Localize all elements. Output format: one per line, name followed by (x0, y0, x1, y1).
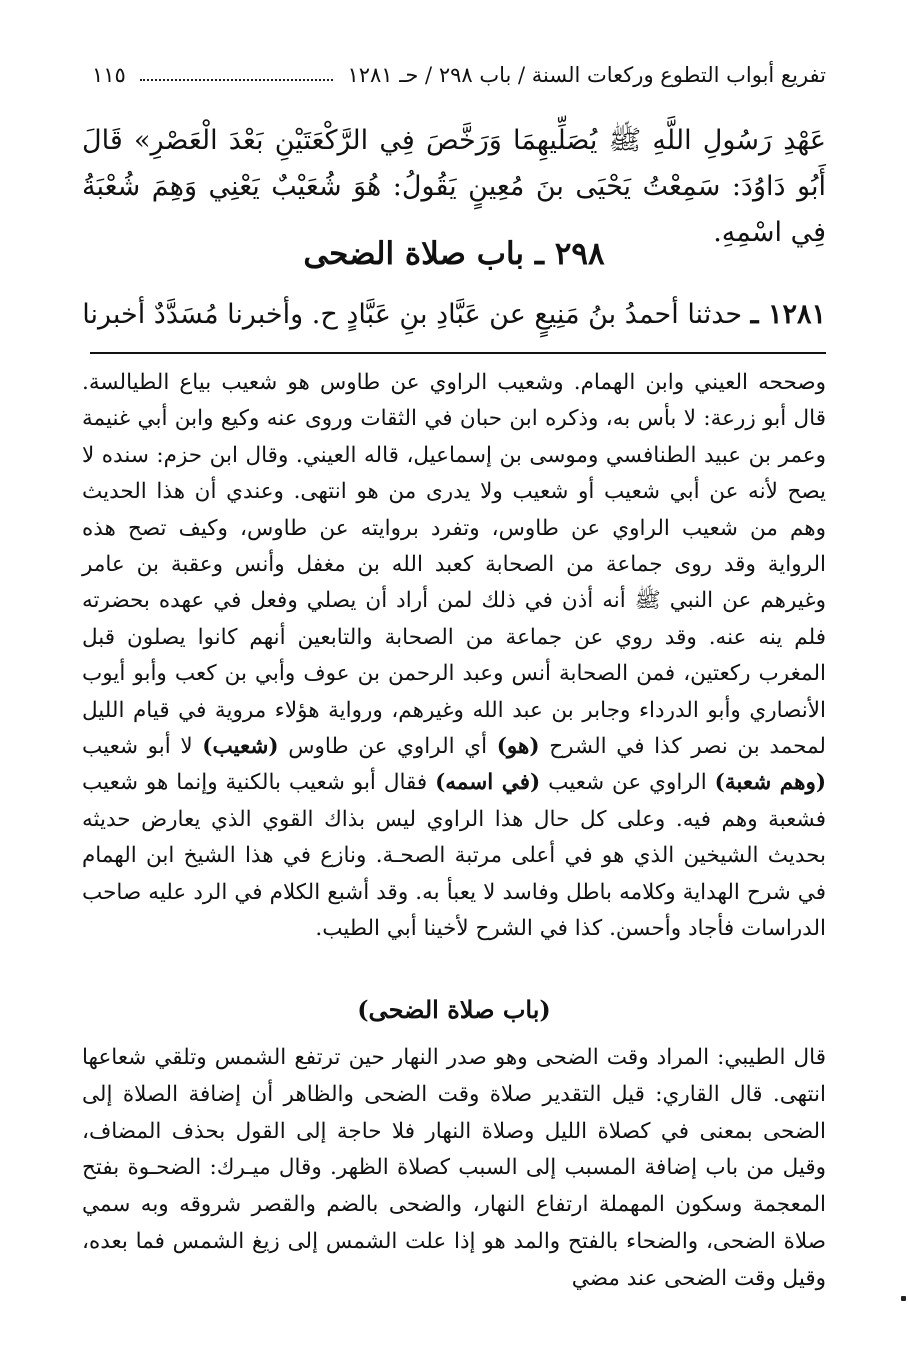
commentary-2-text: قال الطيبي: المراد وقت الضحى وهو صدر النهار حين ترتفع الشمس وتلقي شعاعها انتهى. قال القاري: قيل التقدير صلاة وقت الضحى والظاهر أن إضافة الصلاة إلى الضحى بمعنى في كصلاة الليل وصلاة النهار فلا حاجة إلى القول بحذف المضاف، وقيل من باب إضافة المسبب إلى السبب كصلاة الظهر. وقال ميـرك: الضحـوة بفتح المعجمة وسكون المهملة ارتفاع النهار، والضحى بالضم والقصر شروقه وبه سمي صلاة الضحى، والضحاء بالفتح والمد هو إذا علت الشمس إلى زيغ الشمس فما بعده، وقيل وقت الضحى عند مضي (82, 1045, 826, 1291)
hadith-number: ١٢٨١ ـ (750, 299, 826, 330)
bold-term-shuayb: (شعيب) (202, 734, 279, 760)
hadith-continuation-text: عَهْدِ رَسُولِ اللَّهِ ﷺ يُصَلِّيهِمَا وَرَخَّصَ فِي الرَّكْعَتَيْنِ بَعْدَ الْعَصْرِ» قَالَ أَبُو دَاوُدَ: سَمِعْتُ يَحْيَى بنَ مُعِينٍ يَقُولُ: هُوَ شُعَيْبٌ يَعْنِي وَهِمَ شُعْبَةُ فِي اسْمِهِ. (82, 125, 826, 248)
bold-term-fi-ismihi: (في اسمه) (435, 770, 541, 796)
commentary-block (82, 365, 826, 948)
hadith-text: حدثنا أحمدُ بنُ مَنِيعٍ عن عَبَّادِ بنِ عَبَّادٍ ح. وأخبرنا مُسَدَّدٌ أخبرنا (82, 299, 743, 330)
commentary-text-4: الراوي عن شعيب (548, 770, 707, 796)
commentary-text-1: وصححه العيني وابن الهمام. وشعيب الراوي عن طاوس هو شعيب بياع الطيالسة. قال أبو زرعة: لا بأس به، وذكره ابن حبان في الثقات وروى عنه وكيع وابن أبي غنيمة وعمر بن عبيد الطنافسي وموسى بن إسماعيل، قاله العيني. وقال ابن حزم: سنده لا يصح لأنه عن أبي شعيب أو شعيب ولا يدرى من هو انتهى. وعندي أن هذا الحديث وهم من شعيب الراوي عن طاوس، وتفرد بروايته عن طاوس، وكيف تصح هذه الرواية وقد روى جماعة من الصحابة كعبد الله بن مغفل وأنس وعقبة بن عامر وغيرهم عن النبي ﷺ أنه أذن في ذلك لمن أراد أن يصلي وفعل في عهده بحضرته فلم ينه عنه. وقد روي عن جماعة من الصحابة والتابعين أنهم كانوا يصلون قبل المغرب ركعتين، فمن الصحابة أنس وعبد الرحمن بن عوف وأبي بن كعب وأبو أيوب الأنصاري وأبو الدرداء وجابر بن عبد الله وغيرهم، ورواية هؤلاء مروية في قيام الليل لمحمد بن نصر كذا في الشرح (82, 370, 827, 760)
margin-speck (901, 1296, 906, 1301)
running-title: تفريع أبواب التطوع وركعات السنة / باب ٢٩٨ / حـ ١٢٨١ (347, 63, 826, 87)
chapter-bab: باب (476, 236, 525, 272)
commentary-subheading: (باب صلاة الضحى) (357, 995, 551, 1024)
chapter-number: ٢٩٨ ـ (534, 236, 605, 272)
bold-term-wahima-shuba: (وهم شعبة) (714, 770, 827, 796)
bold-term-hu: (هو) (496, 734, 540, 760)
running-header (92, 58, 826, 92)
commentary-block-2 (82, 1040, 826, 1298)
chapter-title: صلاة الضحى (303, 236, 466, 272)
chapter-heading (82, 228, 826, 280)
commentary-text-3: لا أبو شعيب (82, 734, 193, 760)
commentary-text-5: فقال أبو شعيب بالكنية وإنما هو شعيب فشعبة وهم فيه. وعلى كل حال هذا الراوي ليس بذاك القوي الذي يعارض حديثه بحديث الشيخين الذي هو في أعلى مرتبة الصحـة. ونازع في هذا الشيخ ابن الهمام في شرح الهداية وكلامه باطل وفاسد لا يعبأ به. وقد أشبع الكلام في الرد عليه صاحب الدراسات فأجاد وأحسن. كذا في الشرح لأخينا أبي الطيب. (82, 770, 826, 942)
commentary-text-2: أي الراوي عن طاوس (288, 734, 488, 760)
header-dot-leader (140, 79, 334, 81)
hadith-1281 (82, 292, 826, 338)
page-number: ١١٥ (92, 63, 126, 87)
commentary-paragraph (82, 365, 826, 948)
footnote-divider (90, 352, 826, 354)
